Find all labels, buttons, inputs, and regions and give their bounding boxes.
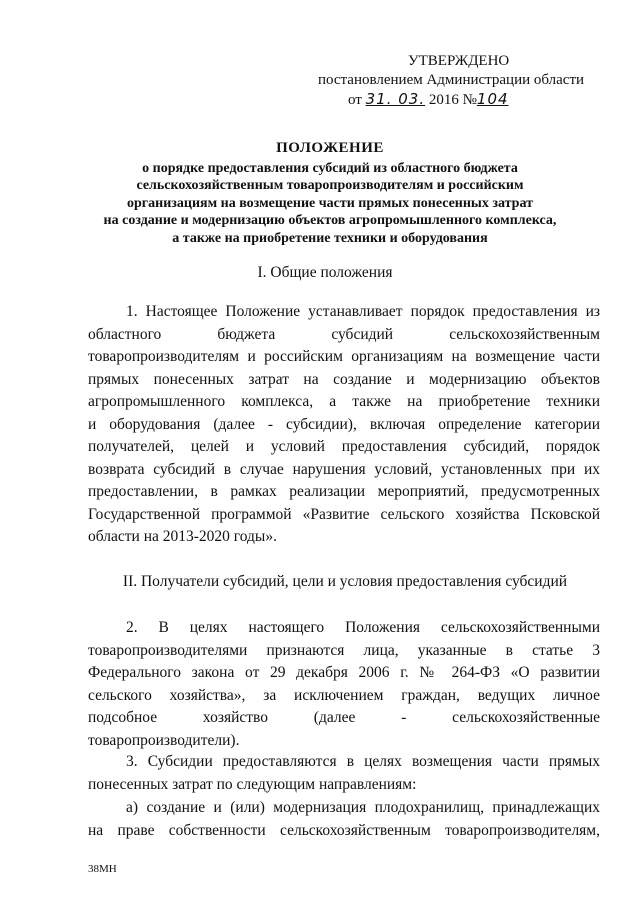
approved-label: УТВЕРЖДЕНО <box>408 53 510 69</box>
section-heading-general: I. Общие положения <box>257 264 393 281</box>
paragraph-line: товаропроизводителям и российским организациям на возмещение части <box>88 348 600 365</box>
paragraph-line: 1. Настоящее Положение устанавливает порядок предоставления из <box>126 303 600 320</box>
paragraph-line: области на 2013-2020 годы». <box>88 528 277 545</box>
paragraph-line: а) создание и (или) модернизация плодохранилищ, принадлежащих <box>126 799 600 816</box>
paragraph-line: товаропроизводителями признаются лица, указанные в статье 3 <box>88 641 600 659</box>
paragraph-line: получателей, целей и условий предоставления субсидий, порядок <box>88 438 600 455</box>
footer-code: 38МН <box>88 863 117 875</box>
paragraph-line: 2. В целях настоящего Положения сельскохозяйственными <box>126 619 600 636</box>
paragraph-3a <box>88 797 600 842</box>
paragraph-3 <box>88 751 600 796</box>
paragraph-2 <box>88 617 600 752</box>
paragraph-line: 3. Субсидии предоставляются в целях возмещения части прямых <box>126 753 600 770</box>
paragraph-line: Федерального закона от 29 декабря 2006 г. № 264-ФЗ «О развитии <box>88 664 600 681</box>
paragraph-line: подсобное хозяйство (далее - сельскохозяйственные <box>88 709 600 726</box>
document-title: ПОЛОЖЕНИЕ <box>276 140 384 156</box>
subtitle-line: на создание и модернизацию объектов агропромышленного комплекса, <box>103 213 557 228</box>
approval-authority: постановлением Администрации области <box>318 72 585 88</box>
paragraph-line: возврата субсидий в случае нарушения условий, установленных при их <box>88 460 600 478</box>
handwritten-date: 31. 03. <box>365 90 426 108</box>
handwritten-number: 104 <box>476 90 509 108</box>
subtitle-line: организациям на возмещение части прямых понесенных затрат <box>127 195 533 211</box>
paragraph-line: Государственной программой «Развитие сельского хозяйства Псковской <box>88 505 600 523</box>
paragraph-line: товаропроизводители). <box>88 731 240 749</box>
subtitle-line: а также на приобретение техники и оборудования <box>172 230 488 246</box>
subtitle-line: о порядке предоставления субсидий из областного бюджета <box>142 160 518 176</box>
date-prefix: от <box>348 92 362 108</box>
paragraph-line: предоставлении, в рамках реализации мероприятий, предусмотренных <box>88 483 600 500</box>
section-heading-recipients: II. Получатели субсидий, цели и условия предоставления субсидий <box>122 573 568 590</box>
paragraph-1 <box>88 301 600 549</box>
subtitle-line: сельскохозяйственным товаропроизводителям и российским <box>136 178 524 193</box>
approval-date-line <box>348 90 618 110</box>
document-title-block <box>80 140 580 247</box>
paragraph-line: понесенных затрат по следующим направлениям: <box>88 775 417 793</box>
paragraph-line: прямых понесенных затрат на создание и модернизацию объектов <box>88 370 600 388</box>
paragraph-line: агропромышленного комплекса, а также на приобретение техники <box>88 393 600 410</box>
paragraph-line: областного бюджета субсидий сельскохозяйственным <box>88 325 600 343</box>
approval-stamp <box>318 52 618 110</box>
paragraph-line: сельского хозяйства», за исключением граждан, ведущих личное <box>88 686 600 704</box>
paragraph-line: и оборудования (далее - субсидии), включая определение категории <box>88 415 600 433</box>
year-number-label: 2016 № <box>428 92 477 108</box>
paragraph-line: на праве собственности сельскохозяйственным товаропроизводителям, <box>88 821 600 839</box>
